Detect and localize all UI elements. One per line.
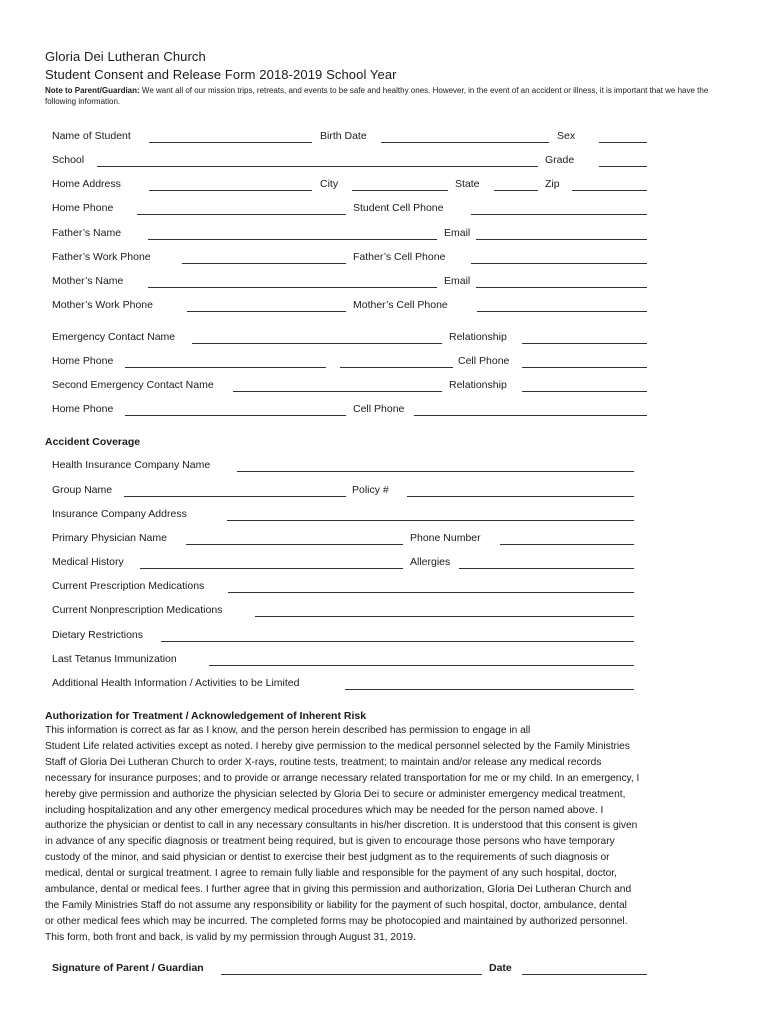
home-address-field[interactable] bbox=[149, 190, 312, 191]
parent-note bbox=[45, 85, 715, 107]
allergies-field[interactable] bbox=[459, 568, 634, 569]
emergency-contact-label: Emergency Contact Name bbox=[52, 331, 176, 343]
state-field[interactable] bbox=[494, 190, 538, 191]
additional-health-field[interactable] bbox=[345, 689, 634, 690]
insurance-company-field[interactable] bbox=[237, 471, 634, 472]
zip-label: Zip bbox=[545, 178, 560, 190]
emergency-cell-phone-label: Cell Phone bbox=[458, 355, 510, 367]
second-cell-phone-label: Cell Phone bbox=[353, 403, 405, 415]
mother-cell-label: Mother’s Cell Phone bbox=[353, 299, 448, 311]
father-work-field[interactable] bbox=[182, 263, 346, 264]
rx-medications-field[interactable] bbox=[228, 592, 634, 593]
state-label: State bbox=[455, 178, 480, 190]
authorization-line: Student Life related activities except as noted. I hereby give permission to the medical personnel selected by the Family Ministries bbox=[45, 740, 630, 752]
emergency-extra-field[interactable] bbox=[340, 367, 453, 368]
medical-history-field[interactable] bbox=[140, 568, 403, 569]
emergency-home-phone-label: Home Phone bbox=[52, 355, 114, 367]
relationship-label: Relationship bbox=[449, 331, 507, 343]
physician-label: Primary Physician Name bbox=[52, 532, 167, 544]
birth-date-label: Birth Date bbox=[320, 130, 367, 142]
mother-work-label: Mother’s Work Phone bbox=[52, 299, 153, 311]
authorization-line: medical, dental or surgical treatment. I agree to remain fully liable and responsible for the payment of any such hospital, doctor, bbox=[45, 868, 617, 880]
student-cell-label: Student Cell Phone bbox=[353, 202, 444, 214]
birth-date-field[interactable] bbox=[381, 142, 549, 143]
relationship-field[interactable] bbox=[522, 343, 647, 344]
additional-health-label: Additional Health Information / Activities to be Limited bbox=[52, 677, 300, 689]
emergency-contact-field[interactable] bbox=[192, 343, 442, 344]
school-label: School bbox=[52, 154, 85, 166]
mother-email-label: Email bbox=[444, 275, 471, 287]
nonrx-medications-label: Current Nonprescription Medications bbox=[52, 604, 223, 616]
second-contact-label: Second Emergency Contact Name bbox=[52, 379, 214, 391]
authorization-line: This information is correct as far as I know, and the person herein described has permission to engage in all bbox=[45, 725, 531, 736]
second-home-phone-field[interactable] bbox=[125, 415, 346, 416]
authorization-heading: Authorization for Treatment / Acknowledgement of Inherent Risk bbox=[45, 710, 367, 722]
grade-field[interactable] bbox=[599, 166, 647, 167]
father-email-label: Email bbox=[444, 227, 471, 239]
mother-cell-field[interactable] bbox=[477, 311, 647, 312]
mother-name-field[interactable] bbox=[148, 287, 437, 288]
authorization-line: the Family Ministries Staff do not assume any responsibility or liability for the payment of such hospital, doctor, ambulance, dental bbox=[45, 899, 627, 911]
second-home-phone-label: Home Phone bbox=[52, 403, 114, 415]
medical-history-label: Medical History bbox=[52, 556, 124, 568]
note-text: We want all of our mission trips, retreats, and events to be safe and healthy ones. However, in the event of an accident or illness, it is important that we have the following information. bbox=[45, 86, 709, 106]
policy-field[interactable] bbox=[407, 496, 634, 497]
sex-field[interactable] bbox=[599, 142, 647, 143]
signature-field[interactable] bbox=[221, 974, 482, 975]
accident-coverage-heading: Accident Coverage bbox=[45, 436, 141, 448]
mother-name-label: Mother’s Name bbox=[52, 275, 124, 287]
authorization-line: ambulance, dental or medical fees. I further agree that in giving this permission and authorization, Gloria Dei Lutheran Church and bbox=[45, 884, 632, 896]
authorization-line: authorize the physician or dentist to call in any necessary consultants in his/her discretion. It is understood that this consent is given bbox=[45, 820, 638, 832]
insurance-address-field[interactable] bbox=[227, 520, 634, 521]
authorization-line: in advance of any specific diagnosis or treatment being required, but is given to encourage those persons who have temporary bbox=[45, 836, 615, 848]
rx-medications-label: Current Prescription Medications bbox=[52, 580, 205, 592]
phone-number-field[interactable] bbox=[500, 544, 634, 545]
authorization-line: Staff of Gloria Dei Lutheran Church to order X-rays, routine tests, treatment; to maintain and/or release any medical records bbox=[45, 756, 602, 768]
mother-work-field[interactable] bbox=[187, 311, 346, 312]
authorization-line: necessary for insurance purposes; and to provide or arrange necessary related transportation for me or my child. In an emergency, I bbox=[45, 772, 640, 784]
student-name-label: Name of Student bbox=[52, 130, 131, 142]
grade-label: Grade bbox=[545, 154, 575, 166]
city-label: City bbox=[320, 178, 339, 190]
date-label: Date bbox=[489, 962, 512, 974]
second-contact-field[interactable] bbox=[233, 391, 442, 392]
father-name-field[interactable] bbox=[148, 239, 437, 240]
dietary-label: Dietary Restrictions bbox=[52, 629, 144, 641]
tetanus-label: Last Tetanus Immunization bbox=[52, 653, 177, 665]
emergency-cell-phone-field[interactable] bbox=[522, 367, 647, 368]
authorization-line: or other medical fees which may be incurred. The completed forms may be photocopied and maintained by authorized personnel. bbox=[45, 915, 628, 927]
group-name-label: Group Name bbox=[52, 484, 113, 496]
student-name-field[interactable] bbox=[149, 142, 312, 143]
physician-field[interactable] bbox=[186, 544, 403, 545]
relationship2-field[interactable] bbox=[522, 391, 647, 392]
church-name: Gloria Dei Lutheran Church bbox=[45, 49, 206, 64]
home-phone-field[interactable] bbox=[137, 214, 346, 215]
second-cell-phone-field[interactable] bbox=[414, 415, 647, 416]
father-cell-field[interactable] bbox=[471, 263, 647, 264]
authorization-line: including hospitalization and any other emergency medical procedures which may be needed for the person named above. I bbox=[45, 804, 604, 816]
tetanus-field[interactable] bbox=[209, 665, 634, 666]
policy-label: Policy # bbox=[352, 484, 389, 496]
mother-email-field[interactable] bbox=[476, 287, 647, 288]
date-field[interactable] bbox=[522, 974, 647, 975]
father-work-label: Father’s Work Phone bbox=[52, 251, 151, 263]
allergies-label: Allergies bbox=[410, 556, 451, 568]
city-field[interactable] bbox=[352, 190, 448, 191]
note-label: Note to Parent/Guardian: bbox=[45, 86, 140, 95]
authorization-line: hereby give permission and authorize the physician selected by Gloria Dei to secure or administer emergency medical treatment, bbox=[45, 788, 626, 800]
father-email-field[interactable] bbox=[476, 239, 647, 240]
father-name-label: Father’s Name bbox=[52, 227, 122, 239]
zip-field[interactable] bbox=[572, 190, 647, 191]
insurance-company-label: Health Insurance Company Name bbox=[52, 459, 211, 471]
signature-label: Signature of Parent / Guardian bbox=[52, 962, 204, 974]
authorization-line: This form, both front and back, is valid by my permission through August 31, 2019. bbox=[45, 931, 416, 943]
dietary-field[interactable] bbox=[161, 641, 634, 642]
father-cell-label: Father’s Cell Phone bbox=[353, 251, 446, 263]
student-cell-field[interactable] bbox=[471, 214, 647, 215]
form-title: Student Consent and Release Form 2018-2019 School Year bbox=[45, 67, 397, 82]
home-address-label: Home Address bbox=[52, 178, 121, 190]
nonrx-medications-field[interactable] bbox=[255, 616, 634, 617]
phone-number-label: Phone Number bbox=[410, 532, 481, 544]
insurance-address-label: Insurance Company Address bbox=[52, 508, 187, 520]
school-field[interactable] bbox=[97, 166, 538, 167]
relationship2-label: Relationship bbox=[449, 379, 507, 391]
home-phone-label: Home Phone bbox=[52, 202, 114, 214]
group-name-field[interactable] bbox=[124, 496, 346, 497]
authorization-text bbox=[45, 723, 725, 946]
sex-label: Sex bbox=[557, 130, 576, 142]
authorization-line: custody of the minor, and said physician or dentist to exercise their best judgment as to the requirements of such diagnosis or bbox=[45, 852, 610, 864]
emergency-home-phone-field[interactable] bbox=[125, 367, 326, 368]
